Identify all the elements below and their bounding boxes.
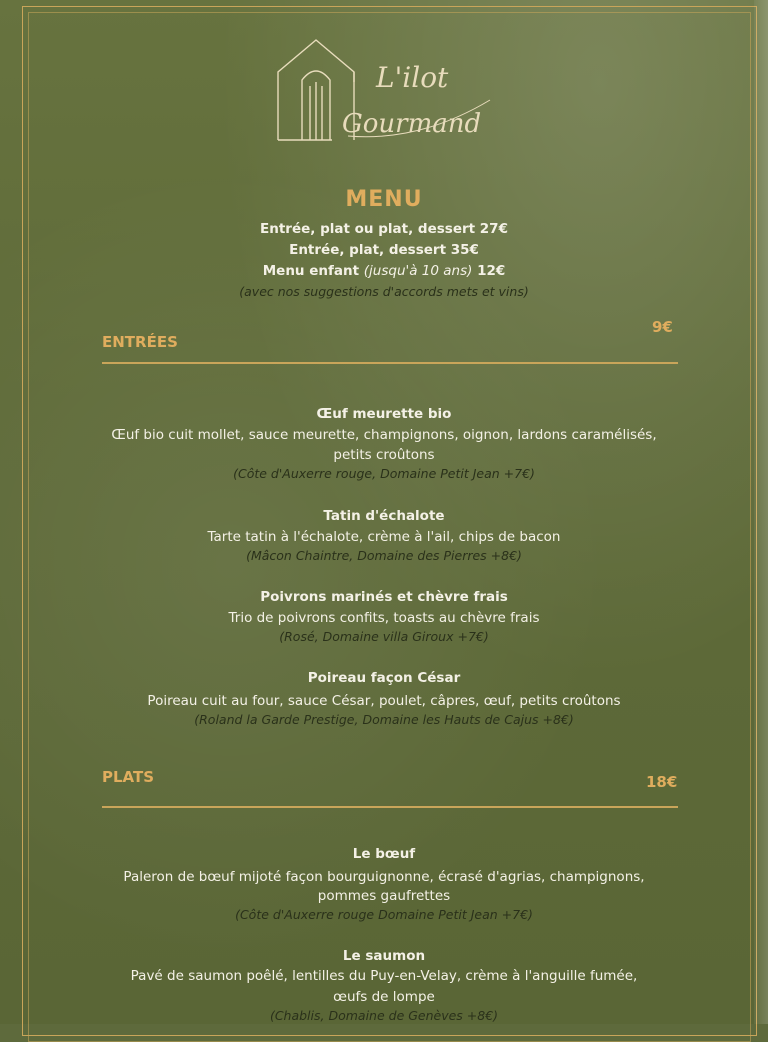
brand-line2: Gourmand bbox=[342, 109, 482, 139]
pairing-note: (avec nos suggestions d'accords mets et vins) bbox=[239, 284, 529, 299]
dish-description: Pavé de saumon poêlé, lentilles du Puy-en-Velay, crème à l'anguille fumée, bbox=[130, 968, 638, 984]
formula-line-1: Entrée, plat ou plat, dessert 27€ bbox=[260, 221, 508, 237]
dish-description-cont: œufs de lompe bbox=[333, 989, 435, 1005]
wine-pairing: (Roland la Garde Prestige, Domaine les Hauts de Cajus +8€) bbox=[194, 712, 574, 727]
section-divider bbox=[102, 806, 678, 808]
kids-menu-line bbox=[0, 263, 768, 279]
wine-pairing: (Mâcon Chaintre, Domaine des Pierres +8€) bbox=[246, 548, 522, 563]
dish-description-cont: petits croûtons bbox=[333, 447, 435, 463]
kids-menu-age: (jusqu'à 10 ans) bbox=[363, 263, 473, 279]
section-title-plats: PLATS bbox=[102, 768, 155, 786]
restaurant-logo bbox=[270, 32, 510, 150]
formula-line-2: Entrée, plat, dessert 35€ bbox=[289, 242, 479, 258]
dish-description: Poireau cuit au four, sauce César, poulet, câpres, œuf, petits croûtons bbox=[147, 693, 621, 709]
kids-menu-label: Menu enfant bbox=[262, 263, 360, 279]
dish-description-cont: pommes gaufrettes bbox=[317, 888, 451, 904]
dish-name: Le bœuf bbox=[352, 846, 416, 862]
dish-description: Paleron de bœuf mijoté façon bourguignonne, écrasé d'agrias, champignons, bbox=[123, 869, 645, 885]
section-price-entrees: 9€ bbox=[652, 318, 673, 336]
menu-title: MENU bbox=[345, 187, 423, 212]
wine-pairing: (Côte d'Auxerre rouge, Domaine Petit Jean +7€) bbox=[233, 466, 535, 481]
dish-name: Poivrons marinés et chèvre frais bbox=[260, 589, 508, 605]
dish-name: Tatin d'échalote bbox=[323, 508, 445, 524]
dish-name: Poireau façon César bbox=[307, 670, 461, 686]
kids-menu-price: 12€ bbox=[477, 263, 506, 279]
dish-description: Trio de poivrons confits, toasts au chèvre frais bbox=[228, 610, 540, 626]
wine-pairing: (Chablis, Domaine de Genèves +8€) bbox=[269, 1008, 499, 1023]
dish-name: Œuf meurette bio bbox=[316, 406, 452, 422]
dish-description: Tarte tatin à l'échalote, crème à l'ail, chips de bacon bbox=[207, 529, 561, 545]
section-price-plats: 18€ bbox=[646, 773, 678, 791]
dish-description: Œuf bio cuit mollet, sauce meurette, champignons, oignon, lardons caramélisés, bbox=[111, 427, 657, 443]
section-title-entrees: ENTRÉES bbox=[102, 333, 178, 351]
wine-pairing: (Côte d'Auxerre rouge Domaine Petit Jean +7€) bbox=[235, 907, 533, 922]
wine-pairing: (Rosé, Domaine villa Giroux +7€) bbox=[279, 629, 489, 644]
brand-line1: L'ilot bbox=[376, 61, 449, 94]
section-divider bbox=[102, 362, 678, 364]
dish-name: Le saumon bbox=[342, 948, 426, 964]
